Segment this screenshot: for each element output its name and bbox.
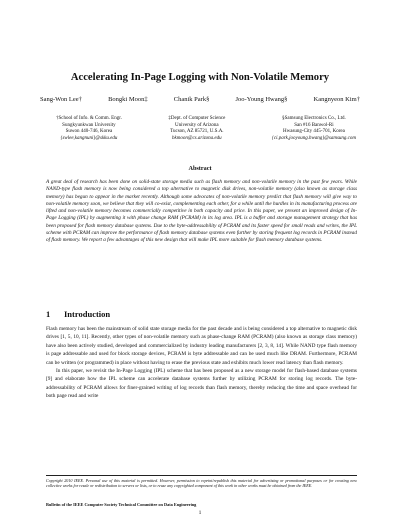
affiliation-line: Sungkyunkwan University xyxy=(62,122,116,128)
affiliation xyxy=(56,116,122,142)
abstract-text: A great deal of research has been done on solid-state storage media such as flash memory and non-volatile memory in the past few years. While NAND-type flash memory is now being considered a top alternative to magnetic disk drives, non-volatile memory (also known as storage class memory) has begun to appear in the market recently. Although some advocates of non-volatile memory predict that flash memory will give way to non-volatile memory soon, we believe that they will co-exist, complementing each other, for a while until the hurdles in its manufacturing process are lifted and non-volatile memory becomes commercially competitive in both capacity and price. In this paper, we present an improved design of In-Page Logging (IPL) by augmenting it with phase change RAM (PCRAM) in its log area. IPL is a buffer and storage management strategy that has been proposed for flash memory database systems. Due to the byte-addressability of PCRAM and its faster speed for small reads and writes, the IPL scheme with PCRAM can improve the performance of flash memory database systems even further by storing frequent log records in PCRAM instead of flash memory. We report a few advantages of this new design that will make IPL more suitable for flash memory database systems. xyxy=(46,179,357,244)
author-name: Sang-Won Lee† xyxy=(40,96,82,103)
author-name: Kangnyeon Kim† xyxy=(313,96,360,103)
affiliation-line: †School of Info. & Comm. Engr. xyxy=(56,116,122,121)
affiliation-line: §Samsung Electronics Co., Ltd. xyxy=(282,116,346,121)
paragraph: In this paper, we revisit the In-Page Logging (IPL) scheme that has been proposed as a new storage model for flash-based database systems [9] and elaborate how the IPL scheme can accelerate database systems further by utilizing PCRAM for storing log records. The byte-addressability of PCRAM allows for finer-grained writing of log records than flash memory, thereby reducing the time and space overhead for both page read and write xyxy=(46,368,357,400)
affiliation-line: ‡Dept. of Computer Science xyxy=(168,116,226,121)
paragraph: Flash memory has been the mainstream of solid state storage media for the past decade and is being considered a top alternative to magnetic disk drives [1, 5, 10, 11]. Recently, other types of non-volatile memory such as phase-change RAM (PCRAM) (also known as storage class memory) have also been actively studied, developed and commercialized by industry leading manufacturers [2, 3, 8, 14]. While NAND type flash memory is page addressable and used for block storage devices, PCRAM is byte addressable and can be used much like DRAM. Furthermore, PCRAM can be written (or programmed) in place without having to erase the previous state and exhibits much lower read latency than flash memory. xyxy=(46,326,357,366)
affiliation-line: Tucson, AZ 85721, U.S.A. xyxy=(170,129,224,135)
affiliation-line: Suwon 440-746, Korea xyxy=(65,129,113,135)
affiliation-line: San #16 Banwol-Ri xyxy=(294,122,334,128)
affiliation-list xyxy=(56,116,356,142)
affiliation-email: {ci.park,jooyoung.hwang}@samsung.com xyxy=(271,135,356,141)
author-name: Joo-Young Hwang§ xyxy=(235,96,288,103)
affiliation-email: bkmoon@cs.arizona.edu xyxy=(172,135,222,141)
affiliation-email: {swlee,kangnuni}@skku.edu xyxy=(60,135,118,141)
author-list xyxy=(40,96,360,103)
copyright-notice: Copyright 2010 IEEE. Personal use of this material is permitted. However, permission to reprint/republish this material for advertising or promotional purposes or for creating new collective works for resale or redistribution to servers or lists, or to reuse any copyrighted component of this work in other works must be obtained from the IEEE. xyxy=(46,478,357,489)
abstract-heading: Abstract xyxy=(188,165,212,172)
affiliation xyxy=(272,116,356,142)
page-number: 1 xyxy=(198,510,202,516)
bulletin-title: Bulletin of the IEEE Computer Society Technical Committee on Data Engineering xyxy=(46,502,197,507)
footer-rule xyxy=(46,475,357,476)
author-name: Bongki Moon‡ xyxy=(108,96,148,103)
section-heading xyxy=(46,309,110,319)
section-number: 1 xyxy=(46,309,51,319)
section-title: Introduction xyxy=(64,309,111,319)
paper-title: Accelerating In-Page Logging with Non-Volatile Memory xyxy=(70,72,330,83)
author-name: Chanik Park§ xyxy=(173,96,210,103)
body-text xyxy=(46,325,357,401)
affiliation xyxy=(168,116,225,142)
affiliation-line: University of Arizona xyxy=(175,122,219,128)
affiliation-line: Hwasung-City 445-701, Korea xyxy=(283,129,345,135)
